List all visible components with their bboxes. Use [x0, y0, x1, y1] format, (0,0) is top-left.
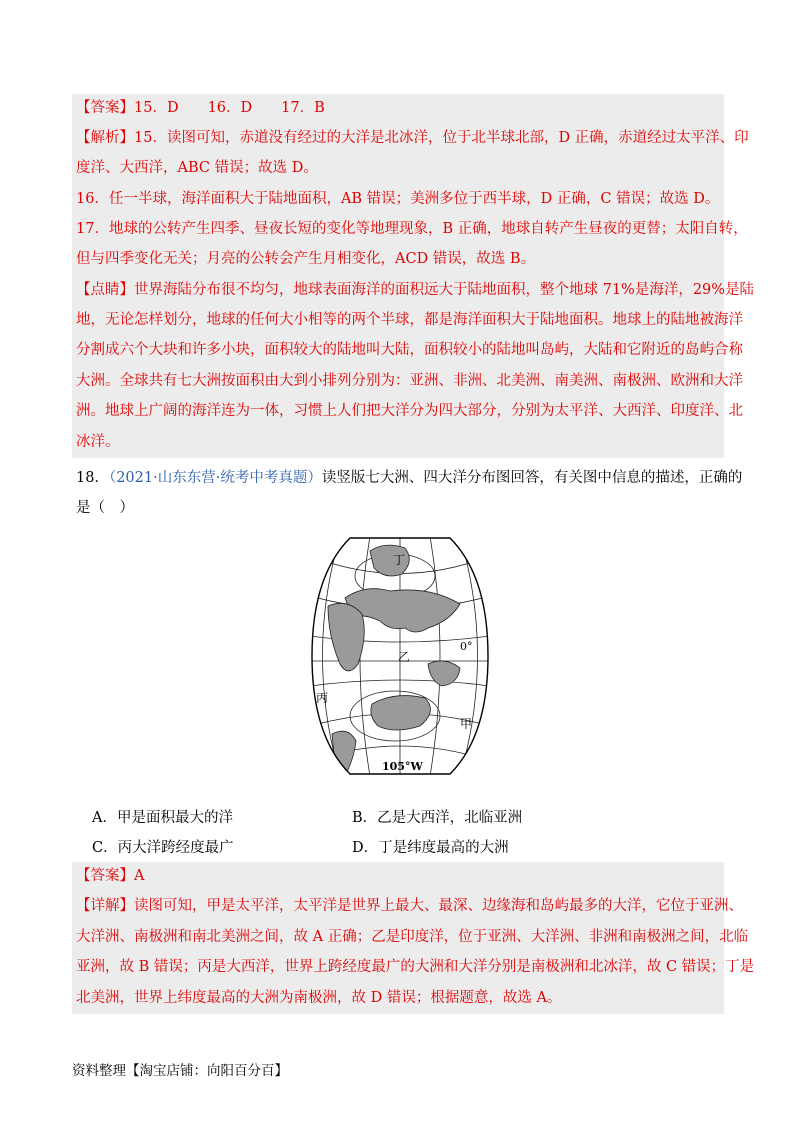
answer-line: 【答案】A: [76, 868, 145, 884]
question-number: 18．: [76, 470, 109, 486]
question-18-stem: [76, 468, 742, 488]
explain-line: 亚洲，故 B 错误；丙是大西洋，世界上跨经度最广的大洲和大洋分别是南极洲和北冰洋，故 C 错误；丁是: [76, 959, 755, 975]
analysis-line: 但与四季变化无关；月亮的公转会产生月相变化，ACD 错误，故选 B。: [76, 251, 536, 267]
option-b[interactable]: B．乙是大西洋，北临亚洲: [352, 810, 523, 826]
label-bing: 丙: [316, 691, 329, 705]
question-source: （2021·山东东营·统考中考真题）: [108, 470, 322, 486]
analysis-line: 17．地球的公转产生四季、昼夜长短的变化等地理现象，B 正确，地球自转产生昼夜的更替；太阳自转，: [76, 221, 748, 237]
label-yi: 乙: [398, 650, 411, 664]
option-d[interactable]: D．丁是纬度最高的大洲: [352, 840, 509, 856]
tip-line: 冰洋。: [76, 434, 120, 450]
answer-line: 【答案】15．D 16．D 17．B: [76, 100, 325, 116]
question-18-stem-cont: 是（ ）: [76, 500, 134, 516]
tip-line: 地，无论怎样划分，地球的任何大小相等的两个半球，都是海洋面积大于陆地面积。地球上的陆地被海洋: [76, 312, 743, 328]
tip-line: 洲。地球上广阔的海洋连为一体，习惯上人们把大洋分为四大部分，分别为太平洋、大西洋、印度洋、北: [76, 403, 743, 419]
label-jia: 甲: [460, 717, 473, 731]
explain-line: 大洋洲、南极洲和南北美洲之间，故 A 正确；乙是印度洋，位于亚洲、大洋洲、非洲和南极洲之间，北临: [76, 929, 749, 945]
page-footer: 资料整理【淘宝店铺：向阳百分百】: [72, 1063, 288, 1079]
explain-line: 北美洲，世界上纬度最高的大洲为南极洲，故 D 错误；根据题意，故选 A。: [76, 990, 562, 1006]
label-longitude: 105°W: [382, 760, 423, 773]
option-c[interactable]: C．丙大洋跨经度最广: [92, 840, 234, 856]
label-equator: 0°: [460, 640, 473, 653]
question-text: 读竖版七大洲、四大洋分布图回答，有关图中信息的描述，正确的: [321, 470, 743, 486]
tip-line: 大洲。全球共有七大洲按面积由大到小排列分别为：亚洲、非洲、北美洲、南美洲、南极洲、欧洲和大洋: [76, 373, 743, 389]
label-ding: 丁: [393, 553, 406, 567]
tip-line: 分割成六个大块和许多小块，面积较大的陆地叫大陆，面积较小的陆地叫岛屿，大陆和它附近的岛屿合称: [76, 342, 743, 358]
analysis-line: 16．任一半球，海洋面积大于陆地面积，AB 错误；美洲多位于西半球，D 正确，C 错误；故选 D。: [76, 191, 720, 207]
analysis-line: 度洋、大西洋，ABC 错误；故选 D。: [76, 160, 318, 176]
explain-line: 【详解】读图可知，甲是太平洋，太平洋是世界上最大、最深、边缘海和岛屿最多的大洋，它位于亚洲、: [76, 898, 743, 914]
tip-line: 【点睛】世界海陆分布很不均匀，地球表面海洋的面积远大于陆地面积，整个地球 71%是海洋，29%是陆: [76, 282, 755, 298]
world-map-figure: [310, 536, 490, 776]
option-a[interactable]: A．甲是面积最大的洋: [92, 810, 233, 826]
analysis-line: 【解析】15．读图可知，赤道没有经过的大洋是北冰洋，位于北半球北部，D 正确，赤道经过太平洋、印: [76, 130, 749, 146]
